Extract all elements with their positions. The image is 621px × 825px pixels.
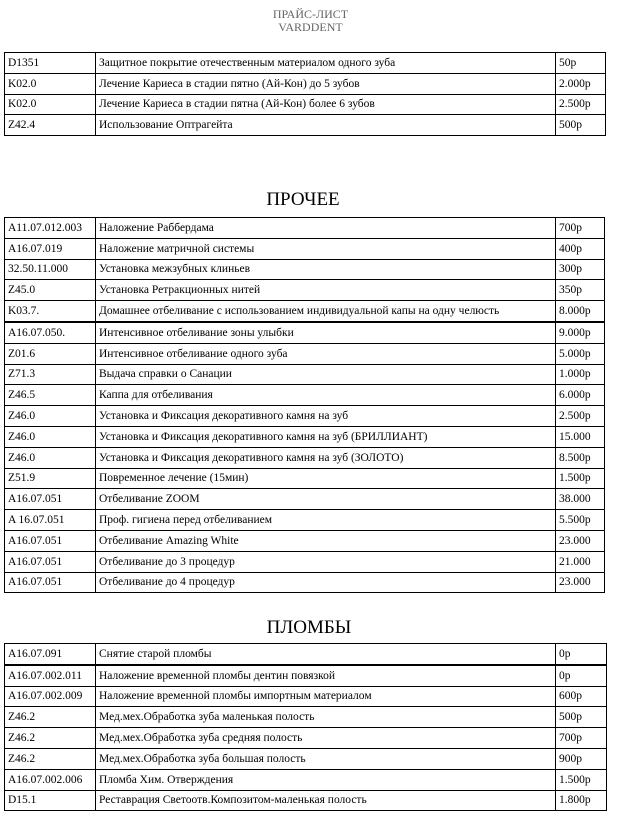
- service-name: Отбеливание до 4 процедур: [96, 572, 556, 593]
- service-name: Лечение Кариеса в стадии пятна (Ай-Кон) более 6 зубов: [96, 94, 556, 115]
- service-name: Каппа для отбеливания: [96, 385, 556, 406]
- table-row: [5, 343, 605, 364]
- table-row: [5, 551, 605, 572]
- service-price: 300р: [556, 259, 605, 280]
- table-row: [5, 665, 607, 686]
- service-name: Пломба Хим. Отверждения: [96, 769, 556, 790]
- table-row: [5, 259, 605, 280]
- service-name: Установка межзубных клиньев: [96, 259, 556, 280]
- service-price: 50р: [556, 53, 606, 74]
- service-code: A 16.07.051: [5, 510, 96, 531]
- service-code: D15.1: [5, 790, 96, 811]
- service-code: A16.07.051: [5, 572, 96, 593]
- service-code: A16.07.051: [5, 551, 96, 572]
- table-row: [5, 790, 607, 811]
- table-row: [5, 686, 607, 707]
- table-row: [5, 385, 605, 406]
- service-name: Домашнее отбеливание с использованием индивидуальной капы на одну челюсть: [96, 301, 556, 322]
- service-code: A16.07.002.011: [5, 665, 96, 686]
- service-price: 21.000: [556, 551, 605, 572]
- service-name: Установка и Фиксация декоративного камня на зуб: [96, 406, 556, 427]
- service-price: 1.000р: [556, 364, 605, 385]
- service-price: 2.500р: [556, 406, 605, 427]
- service-name: Выдача справки о Санации: [96, 364, 556, 385]
- table-row: [5, 322, 605, 343]
- table-row: [5, 94, 606, 115]
- service-code: Z46.2: [5, 728, 96, 749]
- table-row: [5, 530, 605, 551]
- price-table-fillings: [4, 643, 607, 811]
- service-price: 350р: [556, 280, 605, 301]
- service-code: Z46.0: [5, 447, 96, 468]
- service-name: Мед.мех.Обработка зуба маленькая полость: [96, 707, 556, 728]
- section-title-fillings: ПЛОМБЫ: [266, 617, 352, 638]
- price-table-general: [4, 52, 606, 136]
- service-code: A16.07.091: [5, 644, 96, 665]
- service-name: Наложение временной пломбы импортным материалом: [96, 686, 556, 707]
- service-price: 38.000: [556, 489, 605, 510]
- service-price: 2.500р: [556, 94, 606, 115]
- service-code: Z45.0: [5, 280, 96, 301]
- service-name: Отбеливание ZOOM: [96, 489, 556, 510]
- service-name: Мед.мех.Обработка зуба большая полость: [96, 748, 556, 769]
- service-price: 600р: [556, 686, 607, 707]
- service-price: 23.000: [556, 530, 605, 551]
- service-name: Наложение Раббердама: [96, 218, 556, 239]
- service-name: Отбеливание Amazing White: [96, 530, 556, 551]
- table-row: [5, 73, 606, 94]
- service-name: Повременное лечение (15мин): [96, 468, 556, 489]
- service-code: Z01.6: [5, 343, 96, 364]
- service-price: 8.500р: [556, 447, 605, 468]
- service-price: 5.000р: [556, 343, 605, 364]
- service-code: Z71.3: [5, 364, 96, 385]
- table-row: [5, 218, 605, 239]
- service-code: Z46.2: [5, 707, 96, 728]
- service-code: Z46.5: [5, 385, 96, 406]
- service-name: Наложение матричной системы: [96, 238, 556, 259]
- service-price: 8.000р: [556, 301, 605, 322]
- service-name: Интенсивное отбеливание одного зуба: [96, 343, 556, 364]
- price-table-other: [4, 217, 605, 593]
- service-code: K02.0: [5, 94, 96, 115]
- table-row: [5, 238, 605, 259]
- service-name: Мед.мех.Обработка зуба средняя полость: [96, 728, 556, 749]
- service-name: Использование Оптрагейта: [96, 115, 556, 136]
- table-row: [5, 280, 605, 301]
- service-code: K03.7.: [5, 301, 96, 322]
- section-title-other: ПРОЧЕЕ: [266, 189, 340, 210]
- service-code: A16.07.051: [5, 530, 96, 551]
- service-name: Наложение временной пломбы дентин повязкой: [96, 665, 556, 686]
- service-name: Отбеливание до 3 процедур: [96, 551, 556, 572]
- service-price: 0р: [556, 665, 607, 686]
- table-row: [5, 406, 605, 427]
- service-price: 400р: [556, 238, 605, 259]
- service-code: A16.07.051: [5, 489, 96, 510]
- service-code: 32.50.11.000: [5, 259, 96, 280]
- service-price: 900р: [556, 748, 607, 769]
- table-row: [5, 53, 606, 74]
- service-name: Реставрация Светоотв.Композитом-маленькая полость: [96, 790, 556, 811]
- table-row: [5, 644, 607, 665]
- service-price: 700р: [556, 218, 605, 239]
- service-name: Защитное покрытие отечественным материалом одного зуба: [96, 53, 556, 74]
- service-price: 1.800р: [556, 790, 607, 811]
- table-row: [5, 426, 605, 447]
- header-clinic-name: VARDDENT: [278, 20, 343, 34]
- service-price: 2.000р: [556, 73, 606, 94]
- table-row: [5, 115, 606, 136]
- service-code: A16.07.050.: [5, 322, 96, 343]
- service-price: 23.000: [556, 572, 605, 593]
- table-row: [5, 489, 605, 510]
- service-name: Установка Ретракционных нитей: [96, 280, 556, 301]
- service-code: D1351: [5, 53, 96, 74]
- service-name: Установка и Фиксация декоративного камня на зуб (БРИЛЛИАНТ): [96, 426, 556, 447]
- service-price: 500р: [556, 115, 606, 136]
- service-name: Лечение Кариеса в стадии пятно (Ай-Кон) до 5 зубов: [96, 73, 556, 94]
- service-price: 500р: [556, 707, 607, 728]
- table-row: [5, 364, 605, 385]
- service-code: Z46.0: [5, 426, 96, 447]
- table-row: [5, 468, 605, 489]
- service-code: Z51.9: [5, 468, 96, 489]
- service-code: A16.07.002.006: [5, 769, 96, 790]
- service-code: Z46.2: [5, 748, 96, 769]
- service-code: A11.07.012.003: [5, 218, 96, 239]
- service-price: 9.000р: [556, 322, 605, 343]
- service-price: 1.500р: [556, 468, 605, 489]
- header-title: ПРАЙС-ЛИСТ: [272, 7, 349, 21]
- service-price: 15.000: [556, 426, 605, 447]
- table-row: [5, 769, 607, 790]
- table-row: [5, 707, 607, 728]
- table-row: [5, 728, 607, 749]
- service-price: 1.500р: [556, 769, 607, 790]
- table-row: [5, 748, 607, 769]
- service-code: A16.07.019: [5, 238, 96, 259]
- service-name: Проф. гигиена перед отбеливанием: [96, 510, 556, 531]
- table-row: [5, 447, 605, 468]
- service-code: Z46.0: [5, 406, 96, 427]
- service-code: A16.07.002.009: [5, 686, 96, 707]
- service-name: Снятие старой пломбы: [96, 644, 556, 665]
- table-row: [5, 510, 605, 531]
- service-price: 6.000р: [556, 385, 605, 406]
- table-row: [5, 572, 605, 593]
- table-row: [5, 301, 605, 322]
- service-name: Интенсивное отбеливание зоны улыбки: [96, 322, 556, 343]
- service-code: K02.0: [5, 73, 96, 94]
- service-name: Установка и Фиксация декоративного камня на зуб (ЗОЛОТО): [96, 447, 556, 468]
- price-list-header: [0, 8, 621, 34]
- service-price: 5.500р: [556, 510, 605, 531]
- service-code: Z42.4: [5, 115, 96, 136]
- service-price: 700р: [556, 728, 607, 749]
- service-price: 0р: [556, 644, 607, 665]
